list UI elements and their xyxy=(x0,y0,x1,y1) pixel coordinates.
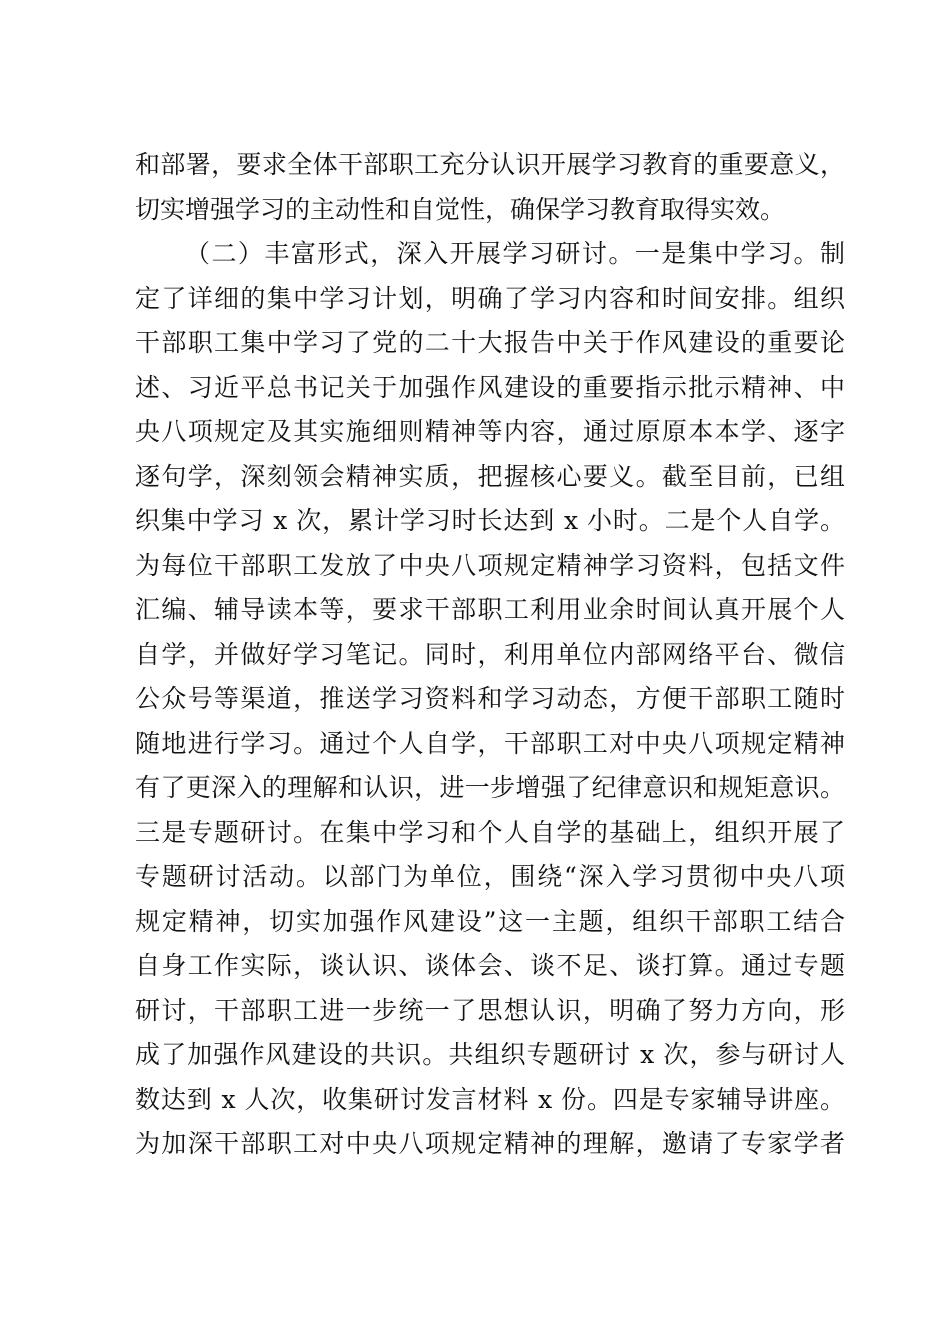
text-line: 干部职工集中学习了党的二十大报告中关于作风建设的重要论 xyxy=(135,328,845,357)
text-line: 为每位干部职工发放了中央八项规定精神学习资料，包括文件 xyxy=(135,550,845,580)
text-line: 专题研讨活动。以部门为单位，围绕“深入学习贯彻中央八项 xyxy=(135,862,845,891)
text-line: 定了详细的集中学习计划，明确了学习内容和时间安排。组织 xyxy=(135,283,845,313)
document-body xyxy=(135,143,845,1167)
text-line: （二）丰富形式，深入开展学习研讨。一是集中学习。制 xyxy=(185,239,845,268)
text-line: 织集中学习 x 次，累计学习时长达到 x 小时。二是个人自学。 xyxy=(135,506,845,535)
text-line: 自学，并做好学习笔记。同时，利用单位内部网络平台、微信 xyxy=(135,639,845,669)
text-line: 研讨，干部职工进一步统一了思想认识，明确了努力方向，形 xyxy=(135,995,845,1025)
text-line: 成了加强作风建设的共识。共组织专题研讨 x 次，参与研讨人 xyxy=(135,1040,845,1069)
text-line: 汇编、辅导读本等，要求干部职工利用业余时间认真开展个人 xyxy=(135,595,845,624)
text-line: 央八项规定及其实施细则精神等内容，通过原原本本学、逐字 xyxy=(135,417,845,446)
text-line: 三是专题研讨。在集中学习和个人自学的基础上，组织开展了 xyxy=(135,817,845,847)
text-line: 述、习近平总书记关于加强作风建设的重要指示批示精神、中 xyxy=(135,372,845,402)
text-line: 自身工作实际，谈认识、谈体会、谈不足、谈打算。通过专题 xyxy=(135,951,845,980)
text-line: 为加深干部职工对中央八项规定精神的理解，邀请了专家学者 xyxy=(135,1129,845,1158)
text-line: 和部署，要求全体干部职工充分认识开展学习教育的重要意义， xyxy=(135,150,845,179)
text-line: 有了更深入的理解和认识，进一步增强了纪律意识和规矩意识。 xyxy=(135,773,845,802)
text-line: 随地进行学习。通过个人自学，干部职工对中央八项规定精神 xyxy=(135,728,845,758)
text-line: 公众号等渠道，推送学习资料和学习动态，方便干部职工随时 xyxy=(135,684,845,713)
text-line: 规定精神，切实加强作风建设”这一主题，组织干部职工结合 xyxy=(135,906,845,936)
text-line: 切实增强学习的主动性和自觉性，确保学习教育取得实效。 xyxy=(135,194,786,224)
text-line: 逐句学，深刻领会精神实质，把握核心要义。截至目前，已组 xyxy=(135,461,845,491)
text-line: 数达到 x 人次，收集研讨发言材料 x 份。四是专家辅导讲座。 xyxy=(135,1084,845,1114)
